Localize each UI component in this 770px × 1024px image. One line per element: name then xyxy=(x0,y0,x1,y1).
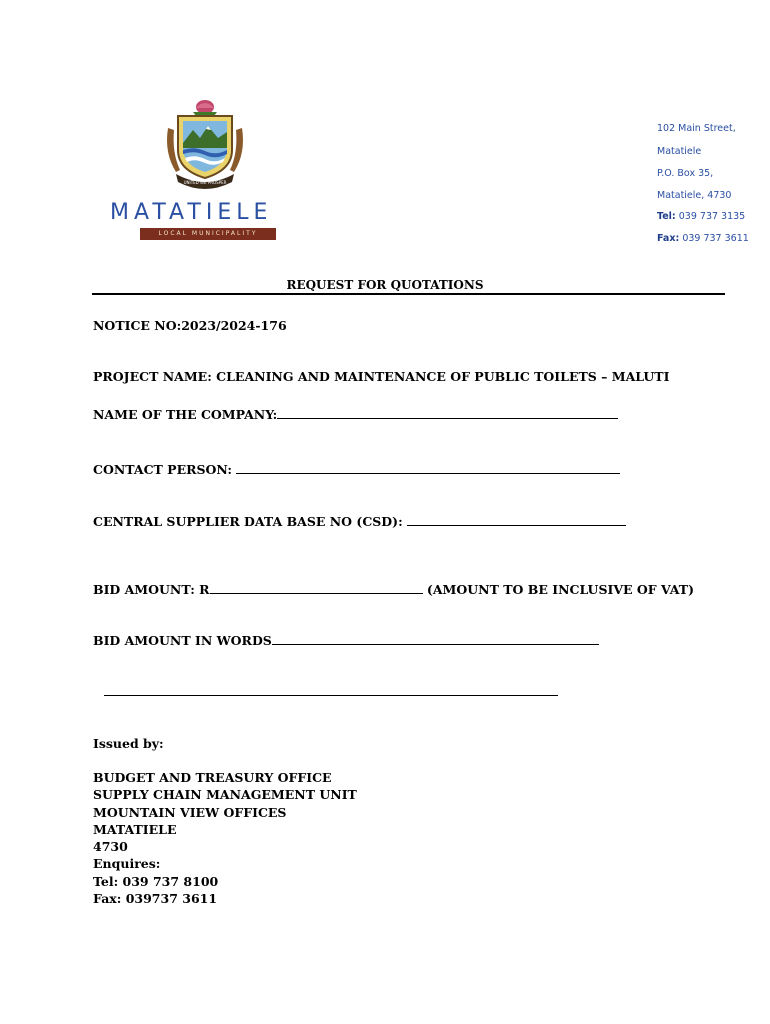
issuer-line: MATATIELE xyxy=(93,821,177,837)
fax-number: 039 737 3611 xyxy=(682,233,749,244)
municipality-name: MATATIELE xyxy=(110,200,273,225)
company-name-label: NAME OF THE COMPANY: xyxy=(93,407,278,422)
bid-words-field[interactable] xyxy=(272,632,599,645)
csd-field[interactable] xyxy=(407,513,626,526)
issuer-line: MOUNTAIN VIEW OFFICES xyxy=(93,804,287,820)
address-town: Matatiele xyxy=(657,146,702,157)
municipality-subtitle: LOCAL MUNICIPALITY xyxy=(140,228,276,240)
fax-label: Fax: xyxy=(657,233,680,244)
bid-words-continuation-field[interactable] xyxy=(104,695,558,696)
issuer-fax: Fax: 039737 3611 xyxy=(93,891,218,907)
csd-label: CENTRAL SUPPLIER DATA BASE NO (CSD): xyxy=(93,514,408,529)
bid-words-label: BID AMOUNT IN WORDS xyxy=(93,633,272,648)
bid-amount-note: (AMOUNT TO BE INCLUSIVE OF VAT) xyxy=(422,582,694,597)
company-name-field[interactable] xyxy=(277,406,618,419)
issuer-block xyxy=(93,769,357,907)
contact-person-field[interactable] xyxy=(236,461,620,474)
project-name: PROJECT NAME: CLEANING AND MAINTENANCE OF PUBLIC TOILETS – MALUTI xyxy=(93,369,670,384)
contact-person-label: CONTACT PERSON: xyxy=(93,462,237,477)
address-street: 102 Main Street, xyxy=(657,123,736,134)
csd-row xyxy=(93,513,626,529)
contact-person-row xyxy=(93,461,620,477)
bid-amount-field[interactable] xyxy=(210,581,423,594)
address-postal: Matatiele, 4730 xyxy=(657,190,732,201)
issuer-line: SUPPLY CHAIN MANAGEMENT UNIT xyxy=(93,787,357,803)
issuer-tel: Tel: 039 737 8100 xyxy=(93,873,219,889)
company-name-row xyxy=(93,406,618,422)
tel-number: 039 737 3135 xyxy=(678,211,746,222)
issued-by-label: Issued by: xyxy=(93,736,164,751)
tel-label: Tel: xyxy=(657,211,676,222)
issuer-line: Enquires: xyxy=(93,856,161,872)
address-pobox: P.O. Box 35, xyxy=(657,168,714,179)
document-heading: REQUEST FOR QUOTATIONS xyxy=(286,278,484,292)
bid-words-row xyxy=(93,632,599,648)
address-tel xyxy=(657,211,745,222)
bid-amount-label: BID AMOUNT: R xyxy=(93,582,210,597)
heading-divider xyxy=(92,293,725,295)
municipal-crest-logo xyxy=(160,98,250,190)
address-fax xyxy=(657,233,749,244)
bid-amount-row xyxy=(93,581,694,597)
issuer-line: BUDGET AND TREASURY OFFICE xyxy=(93,770,332,785)
logo-motto: UNITED WE PROSPER xyxy=(183,180,227,185)
notice-number: NOTICE NO:2023/2024-176 xyxy=(93,318,287,333)
issuer-line: 4730 xyxy=(93,839,128,855)
